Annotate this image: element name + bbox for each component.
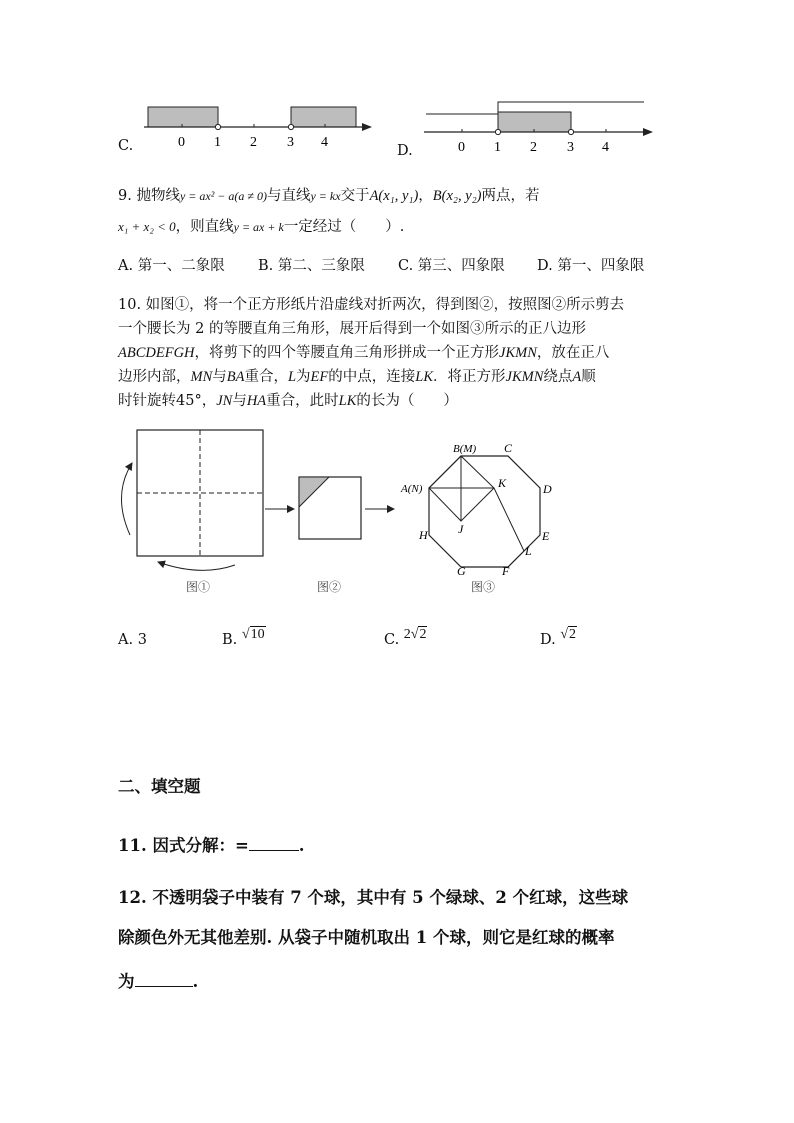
label-e: E [542, 529, 550, 543]
number-line-d [420, 96, 670, 156]
label-g: G [457, 564, 466, 578]
label-f: F [502, 564, 510, 578]
figure-3-octagon [400, 441, 552, 578]
condition: x₁ + x₂ < 0 [118, 219, 176, 234]
q9-option-c: C. 第三、四象限 [398, 258, 505, 274]
label-k: K [498, 476, 507, 490]
q9-line-2: x₁ + x₂ < 0，则直线y = ax + k一定经过（ ）. [118, 219, 405, 235]
q10-line-1: 10. 如图①，将一个正方形纸片沿虚线对折两次，得到图②，按照图②所示剪去 [118, 297, 625, 313]
q8-option-c-label: C. [118, 138, 134, 154]
fold-arrow-bottom [158, 562, 235, 570]
option-b-radicand: 10 [250, 627, 265, 642]
q10-line-3: ABCDEFGH，将剪下的四个等腰直角三角形拼成一个正方形JKMN，放在正八 [118, 345, 610, 361]
label-d: D [543, 482, 552, 496]
tick-label: 3 [567, 140, 574, 155]
label-b: B(M) [453, 443, 477, 455]
figure-2-folded-square [299, 477, 361, 539]
q10-option-a: A. 3 [118, 632, 147, 648]
axis-arrow [643, 128, 653, 136]
q11: 11. 因式分解：= . [118, 836, 305, 855]
number-line-c [140, 96, 380, 151]
open-point-1 [215, 124, 220, 129]
open-point-3 [568, 129, 573, 134]
answer-blank[interactable] [135, 972, 193, 987]
answer-blank[interactable] [249, 836, 299, 851]
q9-option-a: A. 第一、二象限 [118, 258, 225, 274]
tick-label: 0 [458, 140, 465, 155]
section-title: 二、填空题 [118, 777, 201, 796]
label-j: J [458, 522, 464, 536]
label-h: H [419, 528, 428, 542]
q10-line-4: 边形内部，MN与BA重合，L为EF的中点，连接LK．将正方形JKMN绕点A顺 [118, 369, 596, 385]
q12-line-2: 除颜色外无其他差别. 从袋子中随机取出 1 个球，则它是红球的概率 [118, 928, 615, 947]
parabola-equation: y = ax² − a(a ≠ 0) [179, 189, 267, 203]
q9-line-1: 9. 抛物线y = ax² − a(a ≠ 0)与直线y = kx交于A(x₁, y₁)，B(x₂, y₂)两点，若 [118, 188, 540, 204]
figure-3-caption: 图③ [471, 580, 496, 594]
tick-label: 3 [287, 135, 294, 150]
tick-label: 4 [602, 140, 609, 155]
label-a: A(N) [401, 483, 423, 495]
tick-label: 2 [530, 140, 537, 155]
tick-label: 0 [178, 135, 185, 150]
figure-1-caption: 图① [186, 580, 211, 594]
q10-figures [110, 425, 670, 600]
q9-option-b: B. 第二、三象限 [258, 258, 365, 274]
open-point-3 [288, 124, 293, 129]
q10-option-d: D. √2 [540, 627, 577, 648]
cut-triangle [299, 477, 329, 507]
tick-label: 2 [250, 135, 257, 150]
q12-line-1: 12. 不透明袋子中装有 7 个球，其中有 5 个绿球、2 个红球，这些球 [118, 888, 629, 907]
q10-option-c: C. 2√2 [384, 627, 427, 648]
shaded-region-left [148, 107, 218, 127]
q10-line-5: 时针旋转45°，JN与HA重合，此时LK的长为（ ） [118, 393, 458, 409]
line-equation: y = kx [310, 189, 341, 203]
q9-number: 9. [118, 188, 132, 204]
figure-2-caption: 图② [317, 580, 342, 594]
axis-arrow [362, 123, 372, 131]
target-line-equation: y = ax + k [233, 220, 284, 234]
q10-option-b: B. √10 [222, 627, 265, 648]
q12-line-3: 为 . [118, 972, 199, 991]
q10-line-2: 一个腰长为 2 的等腰直角三角形，展开后得到一个如图③所示的正八边形 [118, 321, 586, 337]
tick-label: 4 [321, 135, 328, 150]
tick-label: 1 [494, 140, 501, 155]
label-c: C [504, 441, 513, 455]
q8-option-d-label: D. [397, 143, 413, 159]
label-l: L [525, 544, 532, 558]
figure-1-folding-square [121, 430, 263, 570]
open-point-1 [495, 129, 500, 134]
shaded-region-right [291, 107, 356, 127]
segment-lk [494, 488, 524, 551]
tick-label: 1 [214, 135, 221, 150]
option-c-radicand: 2 [419, 627, 427, 642]
point-b: B(x₂, y₂) [432, 188, 482, 204]
fold-arrow-left [121, 463, 132, 535]
point-a: A(x₁, y₁) [369, 188, 419, 204]
q9-option-d: D. 第一、四象限 [537, 258, 645, 274]
option-d-radicand: 2 [569, 627, 577, 642]
